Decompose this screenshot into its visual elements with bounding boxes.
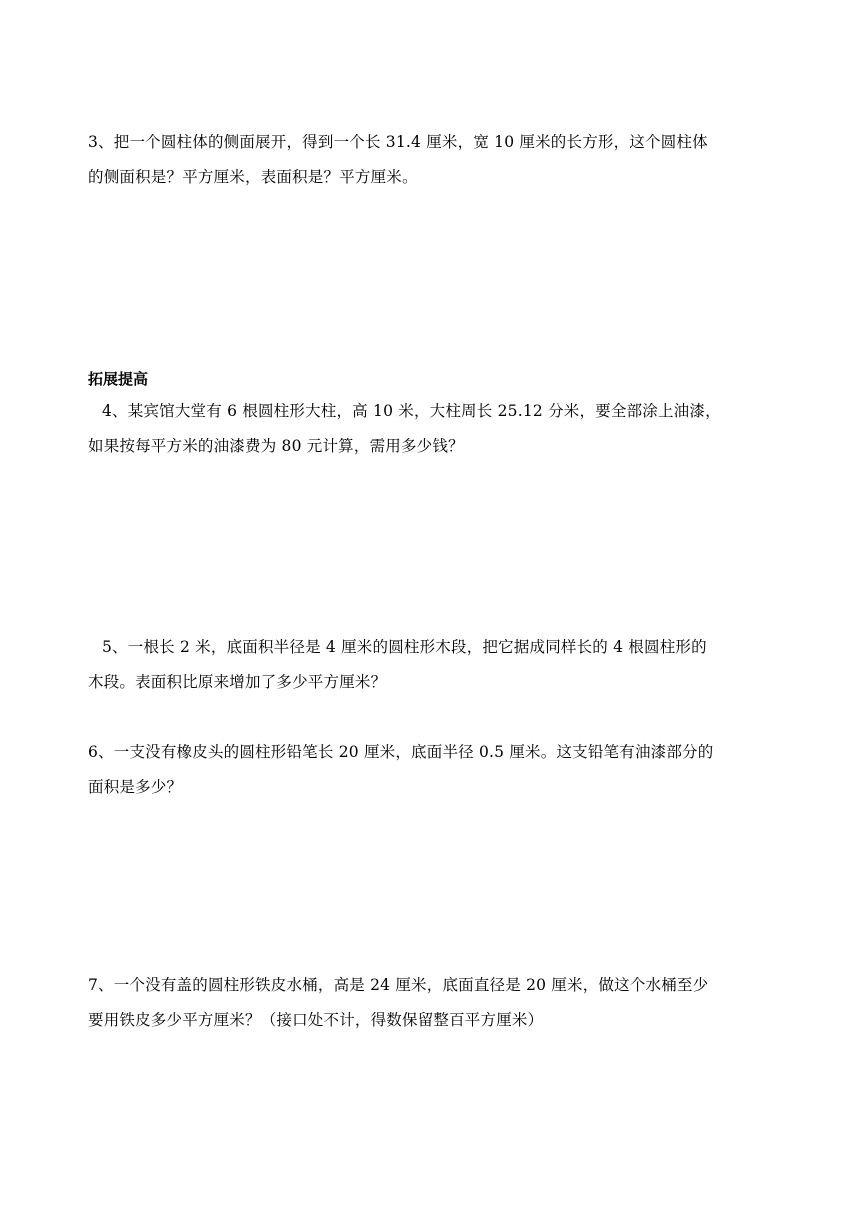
question-3-line-2: 的侧面积是？平方厘米，表面积是？平方厘米。: [88, 168, 418, 186]
question-3: [88, 125, 773, 195]
question-3-line-1: 3、把一个圆柱体的侧面展开，得到一个长 31.4 厘米，宽 10 厘米的长方形，这个圆柱体: [88, 133, 708, 151]
question-4-line-2: 如果按每平方米的油漆费为 80 元计算，需用多少钱？: [88, 437, 464, 455]
question-4: [88, 394, 773, 464]
question-5-line-1: 5、一根长 2 米，底面积半径是 4 厘米的圆柱形木段，把它据成同样长的 4 根圆柱形的: [102, 638, 707, 656]
question-7: [88, 968, 773, 1038]
question-6: [88, 735, 773, 805]
question-6-line-2: 面积是多少？: [88, 778, 183, 796]
question-5: [88, 630, 773, 700]
question-4-line-1: 4、某宾馆大堂有 6 根圆柱形大柱，高 10 米，大柱周长 25.12 分米，要全部涂上油漆，: [102, 402, 721, 420]
question-7-line-1: 7、一个没有盖的圆柱形铁皮水桶，高是 24 厘米，底面直径是 20 厘米，做这个水桶至少: [88, 976, 709, 994]
question-6-line-1: 6、一支没有橡皮头的圆柱形铅笔长 20 厘米，底面半径 0.5 厘米。这支铅笔有油漆部分的: [88, 743, 714, 761]
question-5-line-2: 木段。表面积比原来增加了多少平方厘米？: [88, 673, 387, 691]
question-7-line-2: 要用铁皮多少平方厘米？（接口处不计，得数保留整百平方厘米）: [88, 1011, 544, 1029]
section-heading: 拓展提高: [88, 370, 149, 388]
